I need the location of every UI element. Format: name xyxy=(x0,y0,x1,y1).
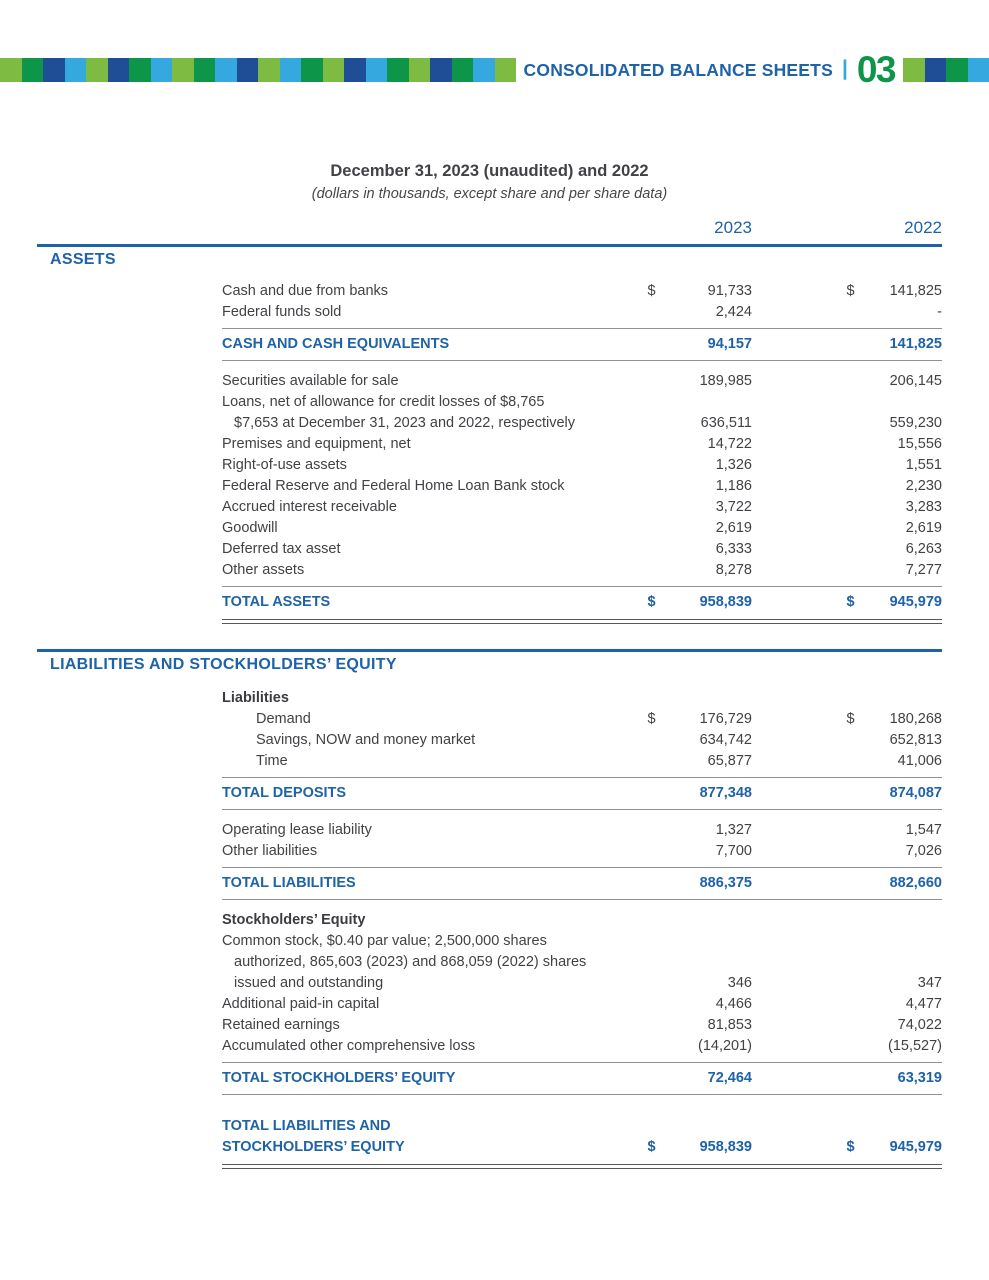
row-label: TOTAL DEPOSITS xyxy=(222,785,347,801)
table-row xyxy=(222,539,942,560)
amount-2022: 15,556 xyxy=(897,436,942,452)
table-row xyxy=(222,841,942,862)
amount-2023: (14,201) xyxy=(697,1038,752,1054)
subtotal-rule xyxy=(222,1094,942,1095)
amount-2022: 180,268 xyxy=(889,711,942,727)
row-label: Cash and due from banks xyxy=(222,283,389,299)
row-label: Retained earnings xyxy=(222,1017,340,1033)
table-row xyxy=(222,413,942,434)
table-row xyxy=(222,1015,942,1036)
amount-2022: 2,230 xyxy=(905,478,942,494)
amount-2022: 41,006 xyxy=(897,753,942,769)
table-row xyxy=(222,910,942,931)
subtotal-rule xyxy=(222,809,942,810)
dollar-sign-2022: $ xyxy=(846,594,855,610)
row-label: $7,653 at December 31, 2023 and 2022, respectively xyxy=(234,415,575,431)
strip-square xyxy=(172,58,194,82)
amount-2023: 14,722 xyxy=(707,436,752,452)
table-row xyxy=(222,518,942,539)
strip-square xyxy=(151,58,173,82)
amount-2023: 877,348 xyxy=(699,785,752,801)
row-label: Federal Reserve and Federal Home Loan Bank stock xyxy=(222,478,565,494)
amount-2023: 634,742 xyxy=(699,732,752,748)
spacer xyxy=(37,624,942,644)
amount-2022: 6,263 xyxy=(905,541,942,557)
strip-square xyxy=(194,58,216,82)
amount-2023: 958,839 xyxy=(699,594,752,610)
strip-square xyxy=(43,58,65,82)
amount-2022: 347 xyxy=(917,975,942,991)
amount-2023: 65,877 xyxy=(707,753,752,769)
amount-2022: 1,547 xyxy=(905,822,942,838)
strip-square xyxy=(280,58,302,82)
strip-square xyxy=(430,58,452,82)
strip-square xyxy=(409,58,431,82)
table-row xyxy=(222,392,942,413)
amount-2022: 4,477 xyxy=(905,996,942,1012)
spacer xyxy=(37,1100,942,1116)
amount-2022: 206,145 xyxy=(889,373,942,389)
page-header xyxy=(518,49,903,90)
total-row xyxy=(222,873,942,894)
row-label: CASH AND CASH EQUIVALENTS xyxy=(222,336,450,352)
dollar-sign-2022: $ xyxy=(846,1139,855,1155)
year-header-row xyxy=(222,217,942,239)
statement-body xyxy=(37,217,942,1169)
strip-square xyxy=(903,58,925,82)
amount-2022: 7,277 xyxy=(905,562,942,578)
dollar-sign-2023: $ xyxy=(647,711,656,727)
amount-2023: 176,729 xyxy=(699,711,752,727)
table-row xyxy=(222,455,942,476)
amount-2023: 3,722 xyxy=(715,499,752,515)
row-label: issued and outstanding xyxy=(234,975,384,991)
dollar-sign-2022: $ xyxy=(846,283,855,299)
dollar-sign-2022: $ xyxy=(846,711,855,727)
header-separator: | xyxy=(841,57,848,80)
total-row xyxy=(222,783,942,804)
row-label: TOTAL STOCKHOLDERS’ EQUITY xyxy=(222,1070,456,1086)
total-row xyxy=(222,592,942,613)
strip-square xyxy=(323,58,345,82)
row-label: Savings, NOW and money market xyxy=(256,732,476,748)
row-label: Stockholders’ Equity xyxy=(222,912,366,928)
table-row xyxy=(222,973,942,994)
amount-2023: 2,424 xyxy=(715,304,752,320)
spacer xyxy=(37,674,942,688)
strip-square xyxy=(925,58,947,82)
row-label: Liabilities xyxy=(222,690,289,706)
row-label: Federal funds sold xyxy=(222,304,342,320)
total-row xyxy=(222,1068,942,1089)
header-band xyxy=(0,49,989,90)
amount-2023: 2,619 xyxy=(715,520,752,536)
section-heading: LIABILITIES AND STOCKHOLDERS’ EQUITY xyxy=(50,656,397,673)
amount-2023: 4,466 xyxy=(715,996,752,1012)
amount-2022: 559,230 xyxy=(889,415,942,431)
subtotal-rule xyxy=(222,899,942,900)
amount-2023: 2023 xyxy=(714,218,752,237)
amount-2023: 7,700 xyxy=(715,843,752,859)
subtotal-rule xyxy=(222,777,942,778)
strip-square xyxy=(129,58,151,82)
strip-square xyxy=(237,58,259,82)
subtotal-rule xyxy=(222,867,942,868)
amount-2023: 636,511 xyxy=(700,415,752,431)
table-row xyxy=(222,931,942,952)
amount-2022: 141,825 xyxy=(889,283,942,299)
amount-2023: 958,839 xyxy=(699,1139,752,1155)
amount-2022: 74,022 xyxy=(897,1017,942,1033)
row-label xyxy=(222,1116,639,1158)
row-label: Goodwill xyxy=(222,520,278,536)
statement-title: December 31, 2023 (unaudited) and 2022 xyxy=(330,162,649,180)
table-row xyxy=(222,994,942,1015)
row-label: authorized, 865,603 (2023) and 868,059 (2022) shares xyxy=(234,954,587,970)
row-label: TOTAL ASSETS xyxy=(222,594,331,610)
amount-2023: 91,733 xyxy=(707,283,752,299)
strip-square xyxy=(108,58,130,82)
amount-2023: 886,375 xyxy=(699,875,752,891)
subtotal-rule xyxy=(222,1062,942,1063)
row-label-line: STOCKHOLDERS’ EQUITY xyxy=(222,1139,405,1155)
row-label: Operating lease liability xyxy=(222,822,372,838)
row-label: TOTAL LIABILITIES xyxy=(222,875,356,891)
row-label: Securities available for sale xyxy=(222,373,399,389)
dollar-sign-2023: $ xyxy=(647,1139,656,1155)
subtotal-rule xyxy=(222,360,942,361)
amount-2022: 1,551 xyxy=(905,457,942,473)
table-row xyxy=(222,688,942,709)
table-row xyxy=(222,952,942,973)
row-label: Demand xyxy=(256,711,311,727)
amount-2022: 945,979 xyxy=(889,594,942,610)
table-row xyxy=(222,476,942,497)
total-row xyxy=(222,334,942,355)
amount-2022: 652,813 xyxy=(889,732,942,748)
header-title: CONSOLIDATED BALANCE SHEETS xyxy=(523,59,833,80)
row-label: Other liabilities xyxy=(222,843,318,859)
total-row xyxy=(222,1116,942,1158)
row-label: Accrued interest receivable xyxy=(222,499,397,515)
table-row xyxy=(222,730,942,751)
table-row xyxy=(222,820,942,841)
total-double-rule xyxy=(222,1164,942,1169)
table-row xyxy=(222,371,942,392)
amount-2022: (15,527) xyxy=(887,1038,942,1054)
amount-2022: 2022 xyxy=(904,218,942,237)
row-label: Premises and equipment, net xyxy=(222,436,411,452)
table-row xyxy=(222,560,942,581)
amount-2022: 7,026 xyxy=(905,843,942,859)
brand-color-strip-left xyxy=(0,58,516,82)
amount-2022: 874,087 xyxy=(889,785,942,801)
row-label: Accumulated other comprehensive loss xyxy=(222,1038,476,1054)
strip-square xyxy=(946,58,968,82)
amount-2023: 72,464 xyxy=(707,1070,752,1086)
amount-2023: 1,327 xyxy=(715,822,752,838)
statement-subtitle: (dollars in thousands, except share and per share data) xyxy=(311,186,668,202)
amount-2022: 2,619 xyxy=(905,520,942,536)
amount-2023: 189,985 xyxy=(699,373,752,389)
strip-square xyxy=(387,58,409,82)
strip-square xyxy=(495,58,517,82)
row-label: Loans, net of allowance for credit losses of $8,765 xyxy=(222,394,545,410)
dollar-sign-2023: $ xyxy=(647,283,656,299)
table-row xyxy=(222,434,942,455)
table-row xyxy=(222,751,942,772)
balance-sheet xyxy=(37,162,942,1169)
row-label: Right-of-use assets xyxy=(222,457,347,473)
strip-square xyxy=(215,58,237,82)
subtotal-rule xyxy=(222,586,942,587)
amount-2022: 945,979 xyxy=(889,1139,942,1155)
amount-2022: - xyxy=(937,304,942,320)
table-row xyxy=(222,302,942,323)
row-label: Deferred tax asset xyxy=(222,541,341,557)
row-label: Common stock, $0.40 par value; 2,500,000 shares xyxy=(222,933,547,949)
strip-square xyxy=(452,58,474,82)
strip-square xyxy=(22,58,44,82)
row-label: Other assets xyxy=(222,562,305,578)
strip-square xyxy=(301,58,323,82)
page-number: 03 xyxy=(856,49,895,90)
amount-2023: 346 xyxy=(727,975,752,991)
strip-square xyxy=(344,58,366,82)
table-row xyxy=(222,1036,942,1057)
strip-square xyxy=(968,58,989,82)
amount-2022: 3,283 xyxy=(905,499,942,515)
amount-2022: 63,319 xyxy=(897,1070,942,1086)
amount-2023: 6,333 xyxy=(715,541,752,557)
row-label: Additional paid-in capital xyxy=(222,996,380,1012)
strip-square xyxy=(0,58,22,82)
spacer xyxy=(37,269,942,281)
amount-2022: 141,825 xyxy=(889,336,942,352)
strip-square xyxy=(65,58,87,82)
strip-square xyxy=(366,58,388,82)
table-row xyxy=(222,497,942,518)
table-row xyxy=(222,709,942,730)
dollar-sign-2023: $ xyxy=(647,594,656,610)
table-row xyxy=(222,281,942,302)
row-label: Time xyxy=(256,753,288,769)
strip-square xyxy=(258,58,280,82)
amount-2023: 94,157 xyxy=(707,336,752,352)
amount-2022: 882,660 xyxy=(889,875,942,891)
amount-2023: 8,278 xyxy=(715,562,752,578)
amount-2023: 81,853 xyxy=(707,1017,752,1033)
amount-2023: 1,326 xyxy=(715,457,752,473)
subtotal-rule xyxy=(222,328,942,329)
row-label-line: TOTAL LIABILITIES AND xyxy=(222,1118,391,1134)
section-heading: ASSETS xyxy=(50,251,116,268)
strip-square xyxy=(86,58,108,82)
strip-square xyxy=(473,58,495,82)
amount-2023: 1,186 xyxy=(715,478,752,494)
brand-color-strip-right xyxy=(903,58,989,82)
